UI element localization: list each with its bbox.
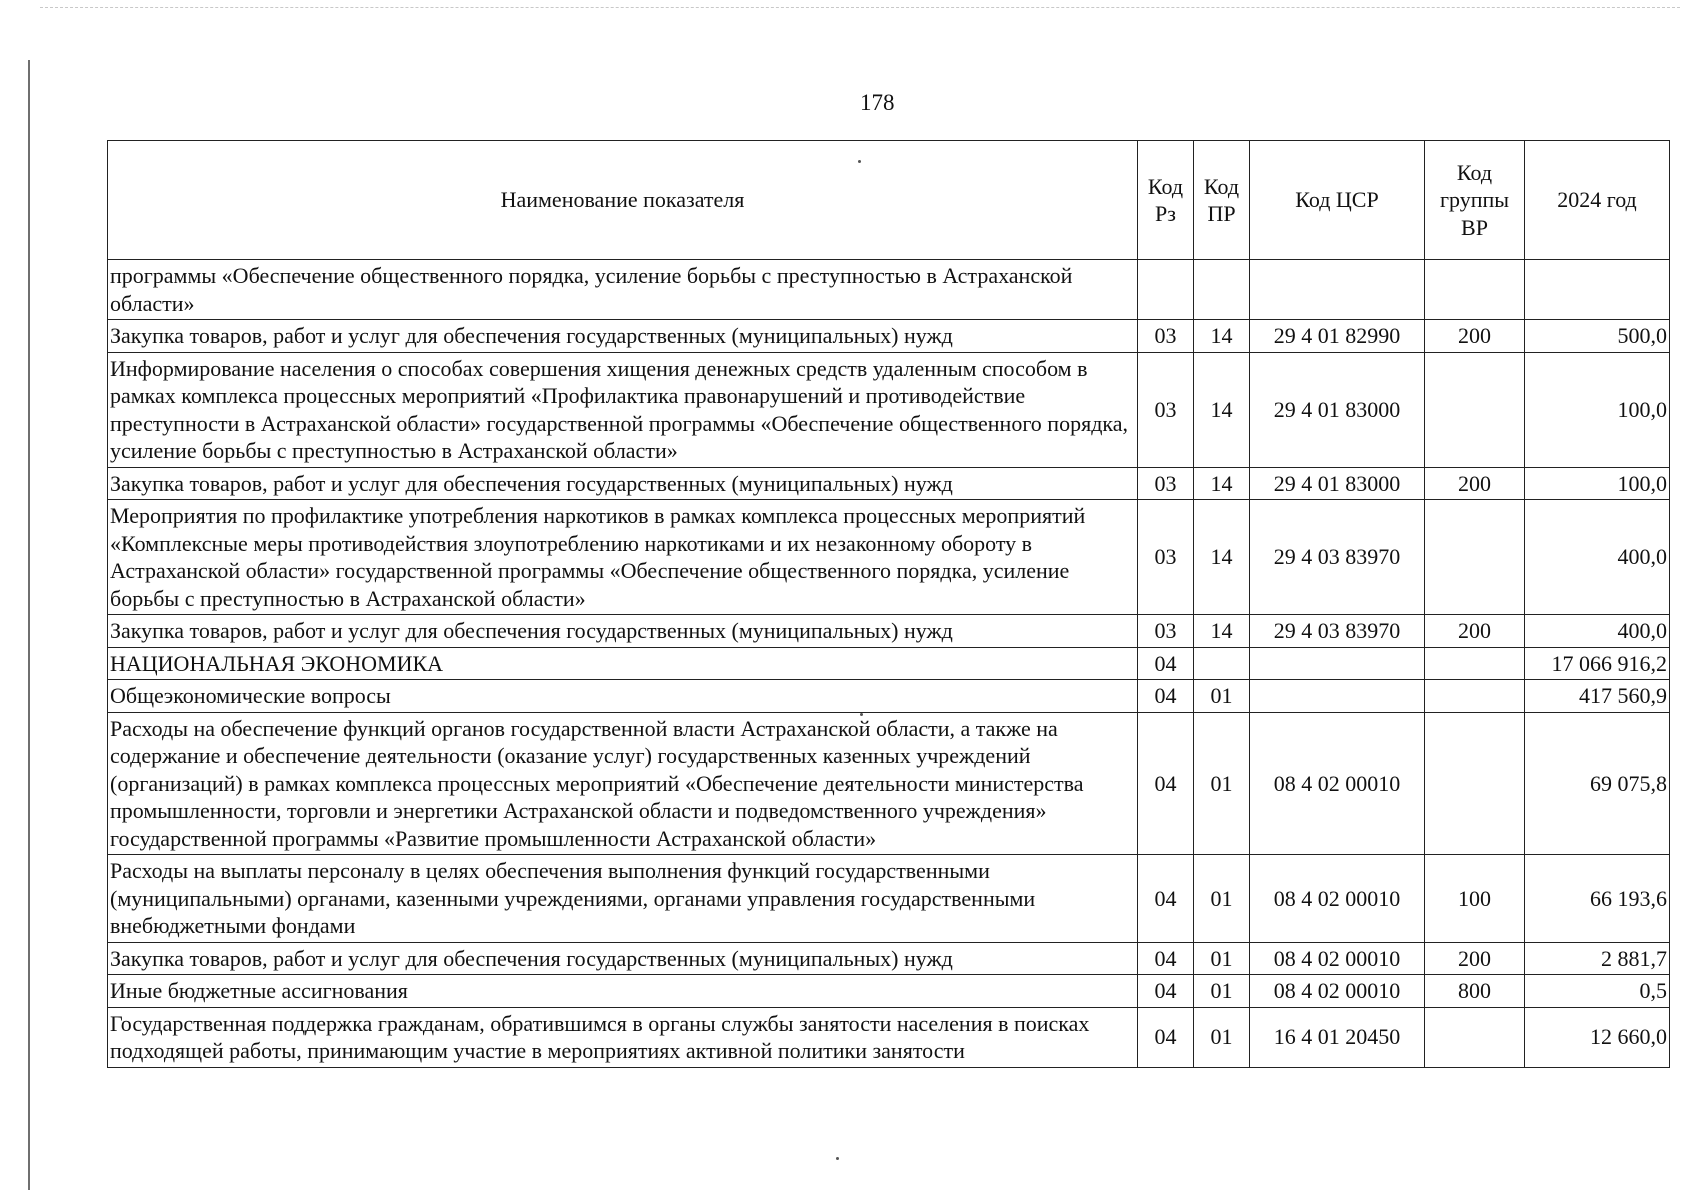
table-row (108, 647, 1670, 680)
cell-pr (1194, 260, 1250, 320)
header-name: Наименование показателя (108, 141, 1138, 260)
cell-csr (1250, 647, 1425, 680)
cell-csr: 29 4 01 82990 (1250, 320, 1425, 353)
cell-name: Государственная поддержка гражданам, обратившимся в органы службы занятости населения в поисках подходящей работы, принимающим участие в мероприятиях активной политики занятости (108, 1007, 1138, 1067)
table-row (108, 320, 1670, 353)
cell-amount: 417 560,9 (1525, 680, 1670, 713)
cell-pr: 01 (1194, 855, 1250, 943)
cell-name: НАЦИОНАЛЬНАЯ ЭКОНОМИКА (108, 647, 1138, 680)
cell-amount: 0,5 (1525, 975, 1670, 1008)
table-row (108, 942, 1670, 975)
scan-edge-left (28, 60, 30, 1190)
scan-edge-top (40, 7, 1680, 8)
cell-csr: 08 4 02 00010 (1250, 712, 1425, 855)
cell-amount: 100,0 (1525, 352, 1670, 467)
header-vr: Код группы ВР (1425, 141, 1525, 260)
cell-csr: 08 4 02 00010 (1250, 975, 1425, 1008)
cell-vr (1425, 352, 1525, 467)
table-row (108, 975, 1670, 1008)
cell-name: Закупка товаров, работ и услуг для обеспечения государственных (муниципальных) нужд (108, 320, 1138, 353)
cell-name: Иные бюджетные ассигнования (108, 975, 1138, 1008)
cell-rz: 03 (1138, 320, 1194, 353)
cell-vr: 200 (1425, 467, 1525, 500)
cell-amount: 2 881,7 (1525, 942, 1670, 975)
cell-vr (1425, 712, 1525, 855)
cell-pr: 14 (1194, 352, 1250, 467)
cell-amount: 500,0 (1525, 320, 1670, 353)
scan-speck (836, 1157, 839, 1160)
cell-name: Информирование населения о способах совершения хищения денежных средств удаленным способом в рамках комплекса процессных мероприятий «Профилактика правонарушений и противодействие преступности в Астраханской области» государственной программы «Обеспечение общественного порядка, усиление борьбы с преступностью в Астраханской области» (108, 352, 1138, 467)
table-row (108, 352, 1670, 467)
table-row (108, 680, 1670, 713)
header-rz: Код Рз (1138, 141, 1194, 260)
cell-rz: 04 (1138, 647, 1194, 680)
cell-vr: 200 (1425, 320, 1525, 353)
table-header-row (108, 141, 1670, 260)
table-row (108, 712, 1670, 855)
budget-table (107, 140, 1670, 1068)
table-row (108, 467, 1670, 500)
cell-amount: 66 193,6 (1525, 855, 1670, 943)
cell-name: Закупка товаров, работ и услуг для обеспечения государственных (муниципальных) нужд (108, 942, 1138, 975)
cell-vr (1425, 260, 1525, 320)
cell-pr (1194, 647, 1250, 680)
header-amount: 2024 год (1525, 141, 1670, 260)
cell-pr: 01 (1194, 942, 1250, 975)
cell-csr: 08 4 02 00010 (1250, 942, 1425, 975)
cell-rz: 03 (1138, 500, 1194, 615)
cell-vr (1425, 647, 1525, 680)
cell-csr: 29 4 03 83970 (1250, 615, 1425, 648)
header-pr: Код ПР (1194, 141, 1250, 260)
scan-speck (860, 713, 863, 716)
cell-csr: 29 4 03 83970 (1250, 500, 1425, 615)
cell-amount: 17 066 916,2 (1525, 647, 1670, 680)
cell-vr: 200 (1425, 615, 1525, 648)
cell-pr: 01 (1194, 712, 1250, 855)
table-row (108, 500, 1670, 615)
cell-rz: 03 (1138, 615, 1194, 648)
cell-csr (1250, 680, 1425, 713)
table-row (108, 260, 1670, 320)
cell-name: Расходы на выплаты персоналу в целях обеспечения выполнения функций государственными (муниципальными) органами, казенными учреждениями, органами управления государственными внебюджетными фондами (108, 855, 1138, 943)
cell-csr (1250, 260, 1425, 320)
cell-amount (1525, 260, 1670, 320)
cell-vr: 100 (1425, 855, 1525, 943)
cell-amount: 12 660,0 (1525, 1007, 1670, 1067)
cell-name: Закупка товаров, работ и услуг для обеспечения государственных (муниципальных) нужд (108, 467, 1138, 500)
cell-amount: 400,0 (1525, 615, 1670, 648)
cell-rz: 03 (1138, 352, 1194, 467)
cell-vr: 200 (1425, 942, 1525, 975)
header-csr: Код ЦСР (1250, 141, 1425, 260)
cell-pr: 01 (1194, 1007, 1250, 1067)
table-row (108, 1007, 1670, 1067)
scan-speck (858, 160, 861, 163)
cell-name: Закупка товаров, работ и услуг для обеспечения государственных (муниципальных) нужд (108, 615, 1138, 648)
cell-rz: 04 (1138, 855, 1194, 943)
cell-name: Мероприятия по профилактике употребления наркотиков в рамках комплекса процессных мероприятий «Комплексные меры противодействия злоупотреблению наркотиками и их незаконному обороту в Астраханской области» государственной программы «Обеспечение общественного порядка, усиление борьбы с преступностью в Астраханской области» (108, 500, 1138, 615)
cell-vr: 800 (1425, 975, 1525, 1008)
cell-rz: 04 (1138, 975, 1194, 1008)
cell-rz: 04 (1138, 1007, 1194, 1067)
cell-pr: 14 (1194, 320, 1250, 353)
cell-amount: 400,0 (1525, 500, 1670, 615)
cell-csr: 29 4 01 83000 (1250, 352, 1425, 467)
cell-vr (1425, 1007, 1525, 1067)
table-row (108, 855, 1670, 943)
cell-vr (1425, 680, 1525, 713)
cell-rz: 03 (1138, 467, 1194, 500)
cell-pr: 14 (1194, 467, 1250, 500)
cell-rz (1138, 260, 1194, 320)
cell-rz: 04 (1138, 712, 1194, 855)
cell-name: Общеэкономические вопросы (108, 680, 1138, 713)
cell-vr (1425, 500, 1525, 615)
cell-pr: 01 (1194, 975, 1250, 1008)
cell-csr: 16 4 01 20450 (1250, 1007, 1425, 1067)
table-row (108, 615, 1670, 648)
cell-pr: 14 (1194, 500, 1250, 615)
cell-csr: 08 4 02 00010 (1250, 855, 1425, 943)
cell-name: программы «Обеспечение общественного порядка, усиление борьбы с преступностью в Астраханской области» (108, 260, 1138, 320)
cell-amount: 69 075,8 (1525, 712, 1670, 855)
cell-pr: 14 (1194, 615, 1250, 648)
page-number: 178 (860, 90, 895, 115)
cell-amount: 100,0 (1525, 467, 1670, 500)
cell-name: Расходы на обеспечение функций органов государственной власти Астраханской области, а также на содержание и обеспечение деятельности (оказание услуг) государственных казенных учреждений (организаций) в рамках комплекса процессных мероприятий «Обеспечение деятельности министерства промышленности, торговли и энергетики Астраханской области и подведомственного учреждения» государственной программы «Развитие промышленности Астраханской области» (108, 712, 1138, 855)
cell-rz: 04 (1138, 942, 1194, 975)
cell-csr: 29 4 01 83000 (1250, 467, 1425, 500)
cell-rz: 04 (1138, 680, 1194, 713)
cell-pr: 01 (1194, 680, 1250, 713)
